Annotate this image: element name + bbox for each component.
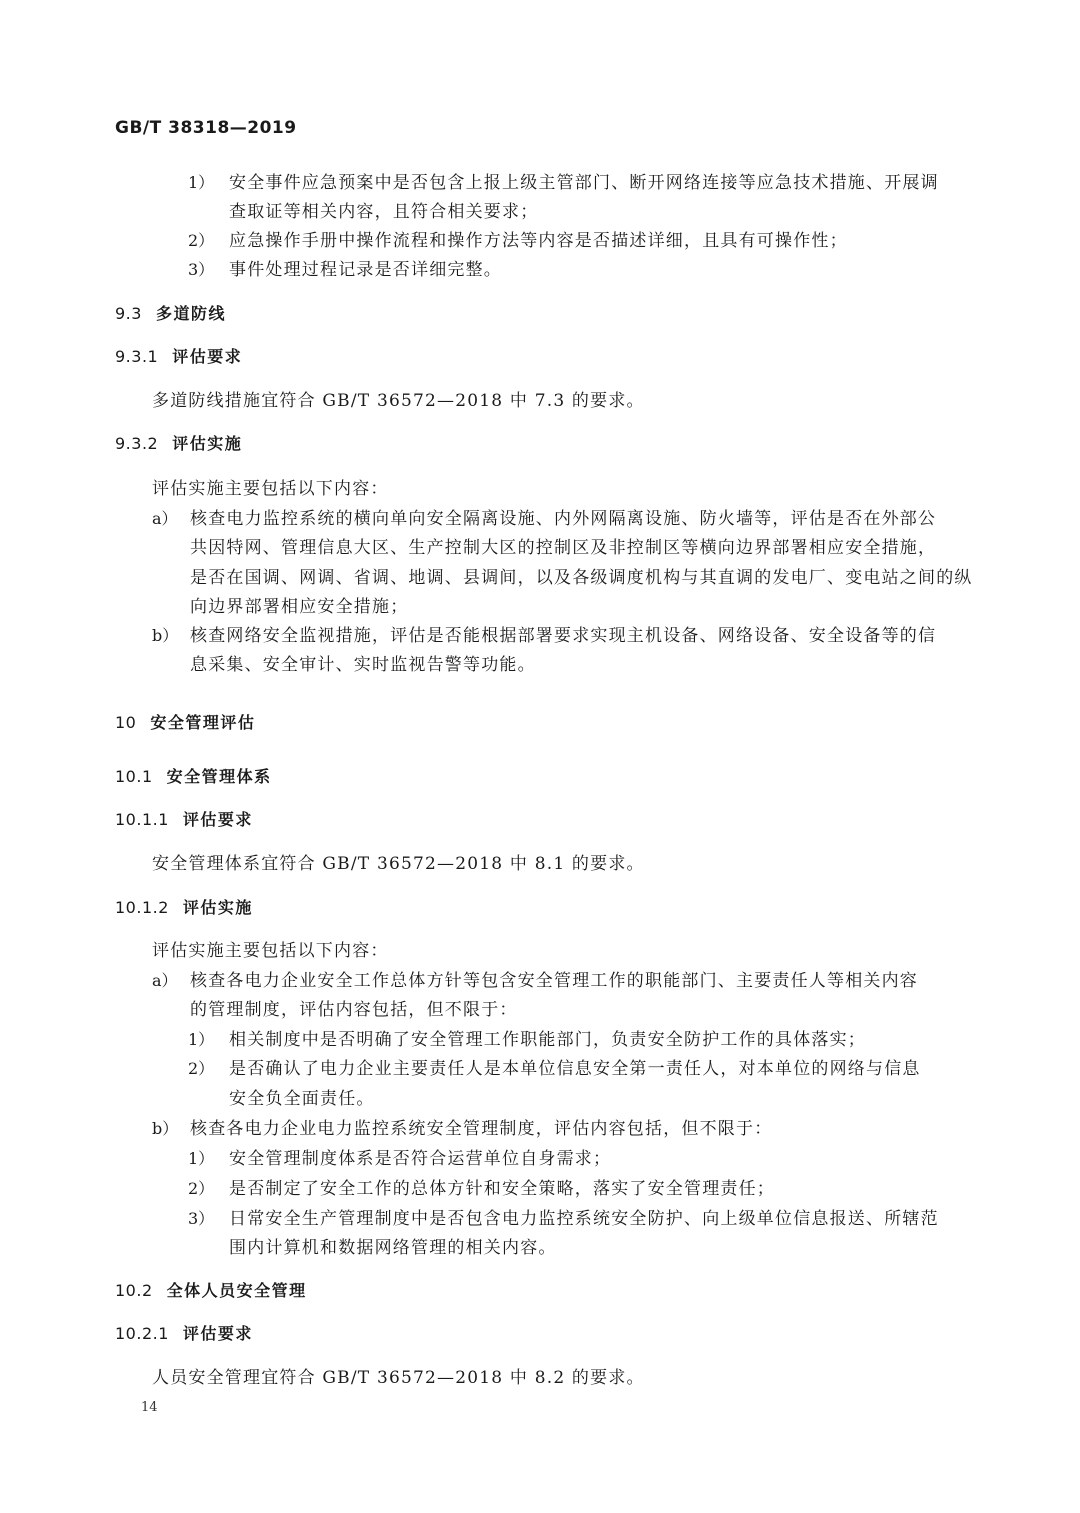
section-number: 9.3 xyxy=(115,304,142,323)
section-title: 安全管理体系 xyxy=(166,767,272,786)
section-title: 评估实施 xyxy=(182,898,253,917)
list-item-text: 应急操作手册中操作流程和操作方法等内容是否描述详细，且具有可操作性； xyxy=(229,231,848,251)
section-title: 评估要求 xyxy=(182,810,253,829)
list-item-text: 向边界部署相应安全措施； xyxy=(190,597,409,617)
section-heading-9-3-2 xyxy=(115,432,242,456)
list-marker: a） xyxy=(152,509,178,528)
section-number: 10.2 xyxy=(115,1281,153,1300)
section-title: 评估要求 xyxy=(182,1324,253,1343)
list-marker: 2） xyxy=(188,1059,215,1078)
list-item-text: 围内计算机和数据网络管理的相关内容。 xyxy=(229,1238,557,1258)
paragraph: 人员安全管理宜符合 GB/T 36572—2018 中 8.2 的要求。 xyxy=(152,1368,645,1388)
paragraph: 安全管理体系宜符合 GB/T 36572—2018 中 8.1 的要求。 xyxy=(152,854,645,874)
standard-code-header: GB/T 38318—2019 xyxy=(115,118,297,138)
list-marker: 1） xyxy=(188,1030,215,1049)
list-marker: 3） xyxy=(188,260,215,279)
list-item-text: 的管理制度，评估内容包括，但不限于： xyxy=(190,1000,518,1020)
section-heading-10-2 xyxy=(115,1279,307,1303)
section-number: 10.1.1 xyxy=(115,810,169,829)
section-heading-10-1-1 xyxy=(115,808,253,832)
list-item-text: 事件处理过程记录是否详细完整。 xyxy=(229,260,502,280)
list-item-text: 息采集、安全审计、实时监视告警等功能。 xyxy=(190,655,536,675)
list-item-text: 相关制度中是否明确了安全管理工作职能部门，负责安全防护工作的具体落实； xyxy=(229,1030,866,1050)
section-title: 评估实施 xyxy=(172,434,243,453)
section-heading-10-2-1 xyxy=(115,1322,253,1346)
list-item-text: 核查各电力企业电力监控系统安全管理制度，评估内容包括，但不限于： xyxy=(190,1119,773,1139)
section-title: 评估要求 xyxy=(172,347,243,366)
list-item-text: 共因特网、管理信息大区、生产控制大区的控制区及非控制区等横向边界部署相应安全措施， xyxy=(190,538,937,558)
list-marker: a） xyxy=(152,971,178,990)
list-marker: 1） xyxy=(188,173,215,192)
section-heading-10 xyxy=(115,711,255,735)
list-item-text: 核查各电力企业安全工作总体方针等包含安全管理工作的职能部门、主要责任人等相关内容 xyxy=(190,971,918,991)
list-item-text: 核查网络安全监视措施，评估是否能根据部署要求实现主机设备、网络设备、安全设备等的信 xyxy=(190,626,937,646)
list-item-text: 是否确认了电力企业主要责任人是本单位信息安全第一责任人，对本单位的网络与信息 xyxy=(229,1059,921,1079)
list-marker: 2） xyxy=(188,1179,215,1198)
paragraph: 多道防线措施宜符合 GB/T 36572—2018 中 7.3 的要求。 xyxy=(152,391,645,411)
list-marker: b） xyxy=(152,1119,179,1138)
section-heading-9-3 xyxy=(115,302,226,326)
section-heading-9-3-1 xyxy=(115,345,242,369)
list-item-text: 安全管理制度体系是否符合运营单位自身需求； xyxy=(229,1149,612,1169)
section-number: 10.1.2 xyxy=(115,898,169,917)
list-item-text: 安全事件应急预案中是否包含上报上级主管部门、断开网络连接等应急技术措施、开展调 xyxy=(229,173,939,193)
page-number: 14 xyxy=(141,1400,158,1415)
list-item-text: 核查电力监控系统的横向单向安全隔离设施、内外网隔离设施、防火墙等，评估是否在外部公 xyxy=(190,509,937,529)
list-marker: 1） xyxy=(188,1149,215,1168)
section-number: 10.2.1 xyxy=(115,1324,169,1343)
list-item-text: 安全负全面责任。 xyxy=(229,1089,375,1109)
list-marker: 3） xyxy=(188,1209,215,1228)
list-marker: 2） xyxy=(188,231,215,250)
section-title: 全体人员安全管理 xyxy=(166,1281,307,1300)
section-number: 10.1 xyxy=(115,767,153,786)
list-item-text: 查取证等相关内容，且符合相关要求； xyxy=(229,202,539,222)
paragraph: 评估实施主要包括以下内容： xyxy=(152,479,389,499)
list-item-text: 是否在国调、网调、省调、地调、县调间，以及各级调度机构与其直调的发电厂、变电站之间的纵 xyxy=(190,568,973,588)
section-title: 安全管理评估 xyxy=(150,713,256,732)
section-number: 10 xyxy=(115,713,137,732)
list-item-text: 是否制定了安全工作的总体方针和安全策略，落实了安全管理责任； xyxy=(229,1179,775,1199)
paragraph: 评估实施主要包括以下内容： xyxy=(152,941,389,961)
section-heading-10-1-2 xyxy=(115,896,253,920)
section-number: 9.3.1 xyxy=(115,347,159,366)
section-heading-10-1 xyxy=(115,765,272,789)
section-number: 9.3.2 xyxy=(115,434,159,453)
list-item-text: 日常安全生产管理制度中是否包含电力监控系统安全防护、向上级单位信息报送、所辖范 xyxy=(229,1209,939,1229)
section-title: 多道防线 xyxy=(155,304,226,323)
list-marker: b） xyxy=(152,626,179,645)
